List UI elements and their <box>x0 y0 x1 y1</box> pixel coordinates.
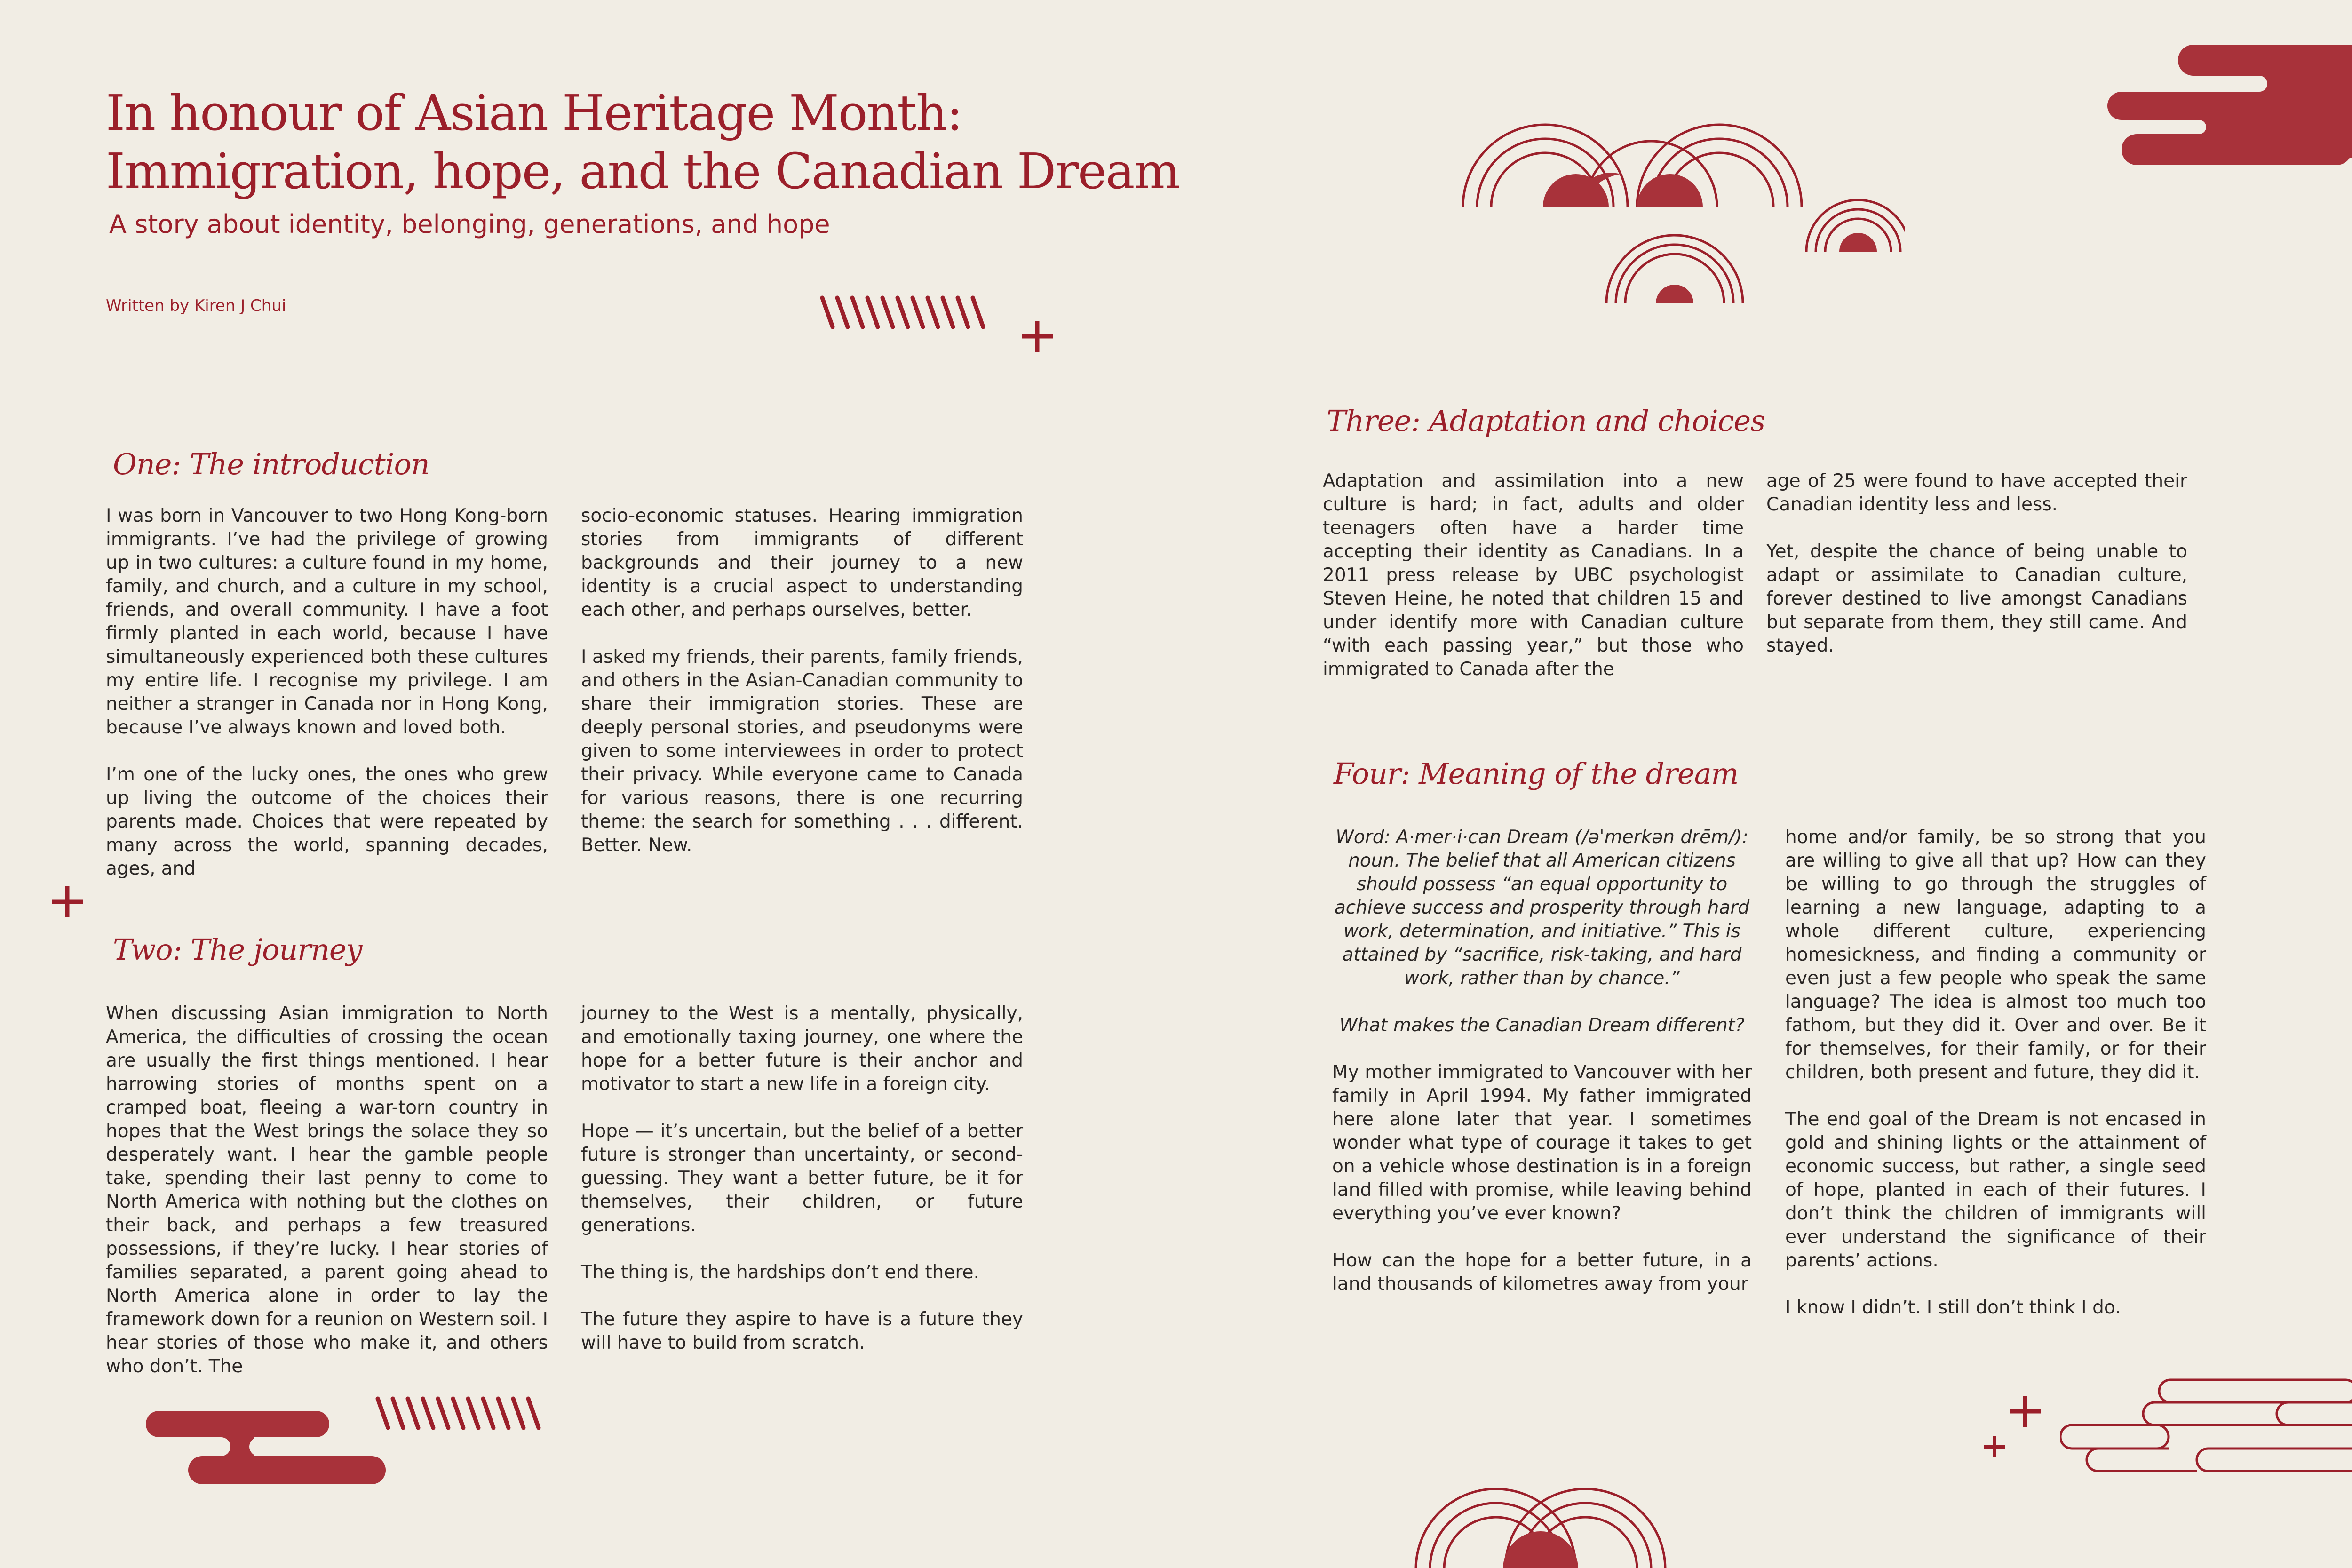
paragraph: Adaptation and assimilation into a new culture is hard; in fact, adults and older teenagers often have a harder time accepting their identity as Canadians. In a 2011 press release by UBC psychologist Steven Heine, he noted that children 15 and under identify more with Canadian culture “with each passing year,” but those who immigrated to Canada after the <box>1323 470 1744 680</box>
paragraph: When discussing Asian immigration to North America, the difficulties of crossing the ocean are usually the first things mentioned. I hear harrowing stories of months spent on a cramped boat, fleeing a war-torn country in hopes that the West brings the solace they so desperately want. I hear the gamble people take, spending their last penny to come to North America with nothing but the clothes on their back, and perhaps a few treasured possessions, if they’re lucky. I hear stories of families separated, a parent going ahead to North America alone in order to lay the framework down for a reunion on Western soil. I hear stories of those who make it, and others who don’t. The <box>106 1003 548 1377</box>
plus-icon <box>1983 1435 2006 1458</box>
paragraph: journey to the West is a mentally, physically, and emotionally taxing journey, one where the hope for a better future is their anchor and motivator to start a new life in a foreign city. <box>581 1003 1023 1095</box>
section-heading-four: Four: Meaning of the dream <box>1334 756 1739 791</box>
cloud-decoration-bottom-left <box>146 1409 390 1489</box>
byline: Written by Kiren J Chui <box>106 296 286 315</box>
section-one-right-column <box>581 504 1023 857</box>
paragraph: home and/or family, be so strong that you are willing to give all that up? How can they be willing to go through the struggles of learning a new language, adapting to a whole different culture, experiencing homesickness, and finding a community or even just a few people who speak the same language? The idea is almost too much too fathom, but they did it. Over and over. Be it for themselves, for their family, or for their children, both present and future, they did it. <box>1785 827 2206 1083</box>
plus-icon <box>2009 1395 2042 1428</box>
page-subtitle: A story about identity, belonging, generations, and hope <box>109 209 830 239</box>
section-three-right-column <box>1766 470 2187 658</box>
definition-quote: Word: A·mer·i·can Dream (/əˈmerkən drēm/): noun. The belief that all American citizens should possess “an equal opportunity to achieve success and prosperity through hard work, determination, and initiative.” This is attained by “sacrifice, risk-taking, and hard work, rather than by chance.” <box>1334 827 1750 989</box>
cloud-outline-decoration <box>2060 1376 2352 1531</box>
paragraph: I’m one of the lucky ones, the ones who grew up living the outcome of the choices their parents made. Choices that were repeated by many across the world, spanning decades, ages, and <box>106 764 548 879</box>
section-four-left-column <box>1332 826 1752 1296</box>
paragraph: I asked my friends, their parents, family friends, and others in the Asian-Canadian community to share their immigration stories. These are deeply personal stories, and pseudonyms were given to some interviewees in order to protect their privacy. While everyone came to Canada for various reasons, there is one recurring theme: the search for something . . . different. Better. New. <box>581 646 1023 856</box>
paragraph: Yet, despite the chance of being unable to adapt or assimilate to Canadian culture, forever destined to live amongst Canadians but separate from them, they still came. And stayed. <box>1766 541 2187 656</box>
hatch-decoration-bottom <box>374 1395 553 1433</box>
title-line-1: In honour of Asian Heritage Month: <box>106 84 962 142</box>
paragraph: age of 25 were found to have accepted their Canadian identity less and less. <box>1766 470 2187 515</box>
paragraph: I know I didn’t. I still don’t think I do. <box>1785 1297 2121 1318</box>
section-two-right-column <box>581 1002 1023 1355</box>
paragraph: Hope — it’s uncertain, but the belief of a better future is stronger than uncertainty, or second-guessing. They want a better future, be it for themselves, their children, or future generations. <box>581 1121 1023 1236</box>
section-heading-one: One: The introduction <box>113 447 429 481</box>
paragraph: socio-economic statuses. Hearing immigration stories from immigrants of different backgrounds and their journey to a new identity is a crucial aspect to understanding each other, and perhaps ourselves, better. <box>581 505 1023 621</box>
wave-arcs-decoration <box>1458 120 1905 308</box>
paragraph: The end goal of the Dream is not encased in gold and shining lights or the attainment of economic success, but rather, a single seed of hope, planted in each of their futures. I don’t think the children of immigrants will ever understand the significance of their parents’ actions. <box>1785 1109 2206 1271</box>
hatch-decoration-top <box>818 294 997 332</box>
section-heading-three: Three: Adaptation and choices <box>1327 404 1765 438</box>
section-two-left-column <box>106 1002 548 1378</box>
paragraph: The future they aspire to have is a future they will have to build from scratch. <box>581 1309 1023 1353</box>
section-three-left-column <box>1323 470 1744 681</box>
paragraph: My mother immigrated to Vancouver with her family in April 1994. My father immigrated here alone later that year. I sometimes wonder what type of courage it takes to get on a vehicle whose destination is in a foreign land filled with promise, while leaving behind everything you’ve ever known? <box>1332 1062 1752 1224</box>
section-one-left-column <box>106 504 548 881</box>
page-title <box>106 84 1188 200</box>
question-line: What makes the Canadian Dream different? <box>1339 1015 1745 1036</box>
plus-icon <box>51 885 84 918</box>
plus-icon <box>1021 320 1054 353</box>
section-four-right-column <box>1785 826 2206 1320</box>
paragraph: The thing is, the hardships don’t end there. <box>581 1262 979 1283</box>
cloud-decoration-top-right <box>2107 45 2352 172</box>
wave-arcs-decoration-bottom <box>1411 1487 1675 1568</box>
paragraph: How can the hope for a better future, in a land thousands of kilometres away from your <box>1332 1250 1752 1295</box>
section-heading-two: Two: The journey <box>113 932 362 967</box>
title-line-2: Immigration, hope, and the Canadian Dream <box>106 143 1180 200</box>
paragraph: I was born in Vancouver to two Hong Kong-born immigrants. I’ve had the privilege of growing up in two cultures: a culture found in my home, family, and church, and a culture in my school, friends, and overall community. I have a foot firmly planted in each world, because I have simultaneously experienced both these cultures my entire life. I recognise my privilege. I am neither a stranger in Canada nor in Hong Kong, because I’ve always known and loved both. <box>106 505 548 738</box>
